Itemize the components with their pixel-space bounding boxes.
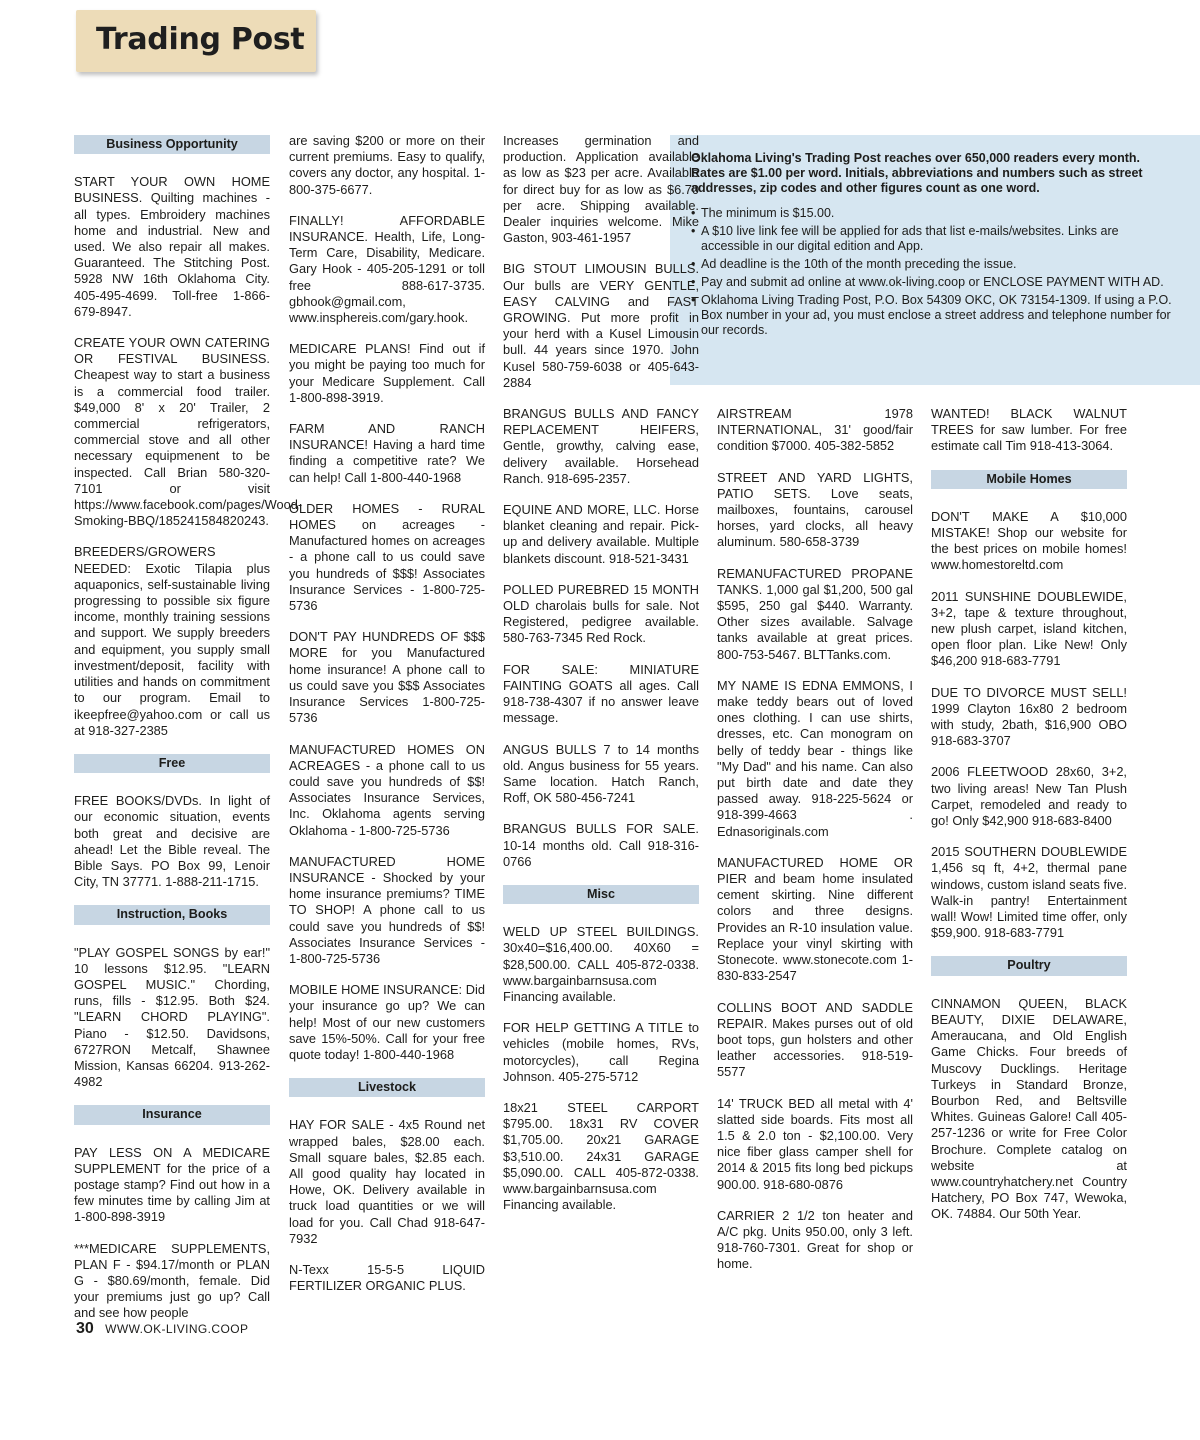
classified-ad: 18x21 STEEL CARPORT $795.00. 18x31 RV COVER $1,705.00. 20x21 GARAGE $3,510.00. 24x31 GARAGE $5,090.00. CALL 405-872-0338. www.bargainbarnsusa.com Financing available. [503,1099,699,1213]
classified-ad: WELD UP STEEL BUILDINGS. 30x40=$16,400.00. 40X60 = $28,500.00. CALL 405-872-0338. www.bargainbarnsusa.com Financing available. [503,924,699,1004]
classified-ad: MANUFACTURED HOMES ON ACREAGES - a phone call to us could save you hundreds of $$! Associates Insurance Services, Inc. Oklahoma agents serving Oklahoma - 1-800-725-5736 [289,741,485,838]
section-heading: Livestock [289,1078,485,1097]
info-bullet-list [691,206,1172,338]
classified-ad: OLDER HOMES - RURAL HOMES on acreages - Manufactured homes on acreages - a phone call to us could save you hundreds of $$$! Associates Insurance Services - 1-800-725-5736 [289,500,485,614]
info-intro: Oklahoma Living's Trading Post reaches over 650,000 readers every month. Rates are $1.00 per word. Initials, abbreviations and numbers such as street addresses, zip codes and other figures count as one word. [691,151,1143,195]
classifieds-column-2 [289,133,485,1309]
section-heading: Misc [503,885,699,904]
classified-ad: EQUINE AND MORE, LLC. Horse blanket cleaning and repair. Pick-up and delivery available. Multiple blankets discount. 918-521-3431 [503,502,699,566]
classified-ad: 2011 SUNSHINE DOUBLEWIDE, 3+2, tape & texture throughout, new plush carpet, island kitchen, open floor plan. Like New! Only $46,200 918-683-7791 [931,588,1127,669]
classified-ad: BIG STOUT LIMOUSIN BULLS. Our bulls are VERY GENTLE, EASY CALVING and FAST GROWING. Put more profit in your herd with a Kusel Limousin bull. 44 years since 1970. John Kusel 580-759-6038 or 405-643-2884 [503,261,699,390]
classifieds-column-4 [717,406,913,1288]
page-title-tab [76,10,316,72]
classified-ad: are saving $200 or more on their current premiums. Easy to qualify, covers any doctor, any hospital. 1-800-375-6677. [289,133,485,197]
classified-ad: POLLED PUREBRED 15 MONTH OLD charolais bulls for sale. Not Registered, pedigree available. 580-763-7345 Red Rock. [503,581,699,646]
classified-ad: BREEDERS/GROWERS NEEDED: Exotic Tilapia plus aquaponics, self-sustainable living progressing to possible six figure income, monthly training sessions and support. We supply breeders and equipment, you supply small investment/deposit, facility with utilities and hands on commitment to our program. Email to ikeepfree@yahoo.com or call us at 918-327-2385 [74,544,270,738]
classified-ad: ***MEDICARE SUPPLEMENTS, PLAN F - $94.17/month or PLAN G - $80.69/month, female. Did your premiums just go up? Call and see how people [74,1240,270,1321]
classifieds-column-3 [503,133,699,1228]
classified-ad: BRANGUS BULLS FOR SALE. 10-14 months old. Call 918-316-0766 [503,821,699,869]
classified-ad: WANTED! BLACK WALNUT TREES for saw lumber. For free estimate call Tim 918-413-3064. [931,406,1127,454]
page-footer [76,1320,248,1338]
classified-ad: FARM AND RANCH INSURANCE! Having a hard time finding a competitive rate? We can help! Call 1-800-440-1968 [289,421,485,485]
section-heading: Free [74,754,270,773]
classified-ad: 14' TRUCK BED all metal with 4' slatted side boards. Fits most all 1.5 & 2.0 ton - $2,100.00. Very nice fiber glass camper shell for 2014 & 2015 fits long bed pickups 900.00. 918-680-0876 [717,1095,913,1192]
classified-ad: BRANGUS BULLS AND FANCY REPLACEMENT HEIFERS, Gentle, growthy, calving ease, delivery available. Horsehead Ranch. 918-695-2357. [503,406,699,486]
info-bullet: • Pay and submit ad online at www.ok-living.coop or ENCLOSE PAYMENT WITH AD. [691,275,1172,290]
classified-ad: MY NAME IS EDNA EMMONS, I make teddy bears out of loved ones clothing. I can use shirts, dresses, etc. Can monogram on belly of teddy bear - things like "My Dad" and his name. Can also put birth date and date they passed away. 918-225-5624 or 918-399-4663 . Ednasoriginals.com [717,677,913,839]
classifieds-column-1 [74,135,303,1337]
page-title: Trading Post [96,22,305,57]
classified-ad: FREE BOOKS/DVDs. In light of our economic situation, events both great and decisive are ahead! Let the Bible reveal. The Bible Says. PO Box 99, Lenoir City, TN 37771. 1-888-211-1715. [74,793,270,890]
classified-ad: ANGUS BULLS 7 to 14 months old. Angus business for 55 years. Same location. Hatch Ranch, Roff, OK 580-456-7241 [503,741,699,806]
section-heading: Poultry [931,956,1127,975]
classified-ad: MOBILE HOME INSURANCE: Did your insurance go up? We can help! Most of our new customers save 15%-50%. Call for your free quote today! 1-800-440-1968 [289,982,485,1062]
classified-ad: FOR HELP GETTING A TITLE to vehicles (mobile homes, RVs, motorcycles), call Regina Johnson. 405-275-5712 [503,1020,699,1084]
classified-ad: 2015 SOUTHERN DOUBLEWIDE 1,456 sq ft, 4+2, thermal pane windows, custom island seats five. Walk-in pantry! Entertainment wall! Wow! Limited time offer, only $59,900. 918-683-7791 [931,844,1127,941]
info-bullet: • The minimum is $15.00. [691,206,1172,221]
classified-ad: N-Texx 15-5-5 LIQUID FERTILIZER ORGANIC PLUS. [289,1261,485,1294]
classified-ad: Increases germination and production. Application available as low as $23 per acre. Available for direct buy for as low as $6.70 per acre. Shipping available. Dealer inquiries welcome. Mike Gaston, 903-461-1957 [503,133,699,246]
rates-info-box [670,135,1200,385]
info-bullet: • Oklahoma Living Trading Post, P.O. Box 54309 OKC, OK 73154-1309. If using a P.O. Box number in your ad, you must enclose a street address and telephone number for our records. [691,293,1172,338]
classified-ad: MANUFACTURED HOME INSURANCE - Shocked by your home insurance premiums? TIME TO SHOP! A phone call to us could save you hundreds of $$! Associates Insurance Services - 1-800-725-5736 [289,853,485,966]
classified-ad: DON'T PAY HUNDREDS OF $$$ MORE for you Manufactured home insurance! A phone call to us could save you $$$ Associates Insurance Services 1-800-725-5736 [289,629,485,726]
classified-ad: START YOUR OWN HOME BUSINESS. Quilting machines - all types. Embroidery machines home and industrial. New and used. We also repair all makes. Guaranteed. The Stitching Post. 5928 NW 16th Oklahoma City. 405-495-4699. Toll-free 1-866-679-8947. [74,174,270,319]
classified-ad: DUE TO DIVORCE MUST SELL! 1999 Clayton 16x80 2 bedroom with study, 2bath, $16,900 OBO 918-683-3707 [931,684,1127,749]
classified-ad: REMANUFACTURED PROPANE TANKS. 1,000 gal $1,200, 500 gal $595, 250 gal $440. Warranty. Other sizes available. Salvage tanks available at great prices. 800-753-5467. BLTTanks.com. [717,565,913,662]
classified-ad: FOR SALE: MINIATURE FAINTING GOATS all ages. Call 918-738-4307 if no answer leave message. [503,661,699,726]
classified-ad: MANUFACTURED HOME OR PIER and beam home insulated cement skirting. Nine different colors and three designs. Provides an R-10 insulation value. Replace your vinyl skirting with Stonecote. www.stonecote.com 1-830-833-2547 [717,854,913,984]
classified-ad: MEDICARE PLANS! Find out if you might be paying too much for your Medicare Supplement. Call 1-800-898-3919. [289,341,485,405]
classified-ad: HAY FOR SALE - 4x5 Round net wrapped bales, $28.00 each. Small square bales, $2.85 each. All good quality hay located in Howe, OK. Delivery available in truck load quantities or we will load for you. Call Chad 918-647-7932 [289,1117,485,1246]
classified-ad: DON'T MAKE A $10,000 MISTAKE! Shop our website for the best prices on mobile homes! www.homestoreltd.com [931,508,1127,573]
classified-ad: COLLINS BOOT AND SADDLE REPAIR. Makes purses out of old boot tops, gun holsters and other leather accessories. 918-519-5577 [717,999,913,1080]
classifieds-column-5 [931,406,1127,1238]
section-heading: Instruction, Books [74,905,270,924]
classified-ad: PAY LESS ON A MEDICARE SUPPLEMENT for the price of a postage stamp? Find out how in a few minutes time by calling Jim at 1-800-898-3919 [74,1144,270,1225]
section-heading: Business Opportunity [74,135,270,154]
classified-ad: CINNAMON QUEEN, BLACK BEAUTY, DIXIE DELAWARE, Ameraucana, and Old English Game Chicks. Four breeds of Muscovy Ducklings. Heritage Turkeys in Standard Bronze, Bourbon Red, and Beltsville Whites. Guineas Galore! Call 405-257-1236 or write for Free Color Brochure. Complete catalog on website at www.countryhatchery.net Country Hatchery, PO Box 747, Wewoka, OK. 74884. Our 50th Year. [931,995,1127,1222]
classified-ad: "PLAY GOSPEL SONGS by ear!" 10 lessons $12.95. "LEARN GOSPEL MUSIC." Chording, runs, fills - $12.95. Both $24. "LEARN CHORD PLAYING". Piano - $12.50. Davidsons, 6727RON Metcalf, Shawnee Mission, Kansas 66204. 913-262-4982 [74,944,270,1090]
classified-ad: AIRSTREAM 1978 INTERNATIONAL, 31' good/fair condition $7000. 405-382-5852 [717,406,913,454]
info-bullet: • Ad deadline is the 10th of the month preceding the issue. [691,257,1172,272]
classified-ad: CREATE YOUR OWN CATERING OR FESTIVAL BUSINESS. Cheapest way to start a business is a commercial food trailer. $49,000 8' x 20' Trailer, 2 commercial refrigerators, commercial stove and all other necessary equipmenent to be inspected. Call Brian 580-320-7101 or visit https://www.facebook.com/pages/Wood-Smoking-BBQ/185241584820243. [74,335,303,529]
section-heading: Insurance [74,1105,270,1124]
page-number: 30 [76,1320,94,1337]
section-heading: Mobile Homes [931,470,1127,489]
classified-ad: FINALLY! AFFORDABLE INSURANCE. Health, Life, Long-Term Care, Disability, Medicare. Gary Hook - 405-205-1291 or toll free 888-617-3735. gbhook@gmail.com, www.insphereis.com/gary.hook. [289,212,485,326]
footer-website: WWW.OK-LIVING.COOP [105,1322,249,1336]
classified-ad: 2006 FLEETWOOD 28x60, 3+2, two living areas! New Tan Plush Carpet, remodeled and ready to go! Only $42,900 918-683-8400 [931,764,1127,829]
classified-ad: CARRIER 2 1/2 ton heater and A/C pkg. Units 950.00, only 3 left. 918-760-7301. Great for shop or home. [717,1207,913,1272]
info-bullet: • A $10 live link fee will be applied for ads that list e-mails/websites. Links are accessible in our digital edition and App. [691,224,1172,254]
classified-ad: STREET AND YARD LIGHTS, PATIO SETS. Love seats, mailboxes, fountains, carousel horses, yard clocks, all heavy aluminum. 580-658-3739 [717,469,913,550]
